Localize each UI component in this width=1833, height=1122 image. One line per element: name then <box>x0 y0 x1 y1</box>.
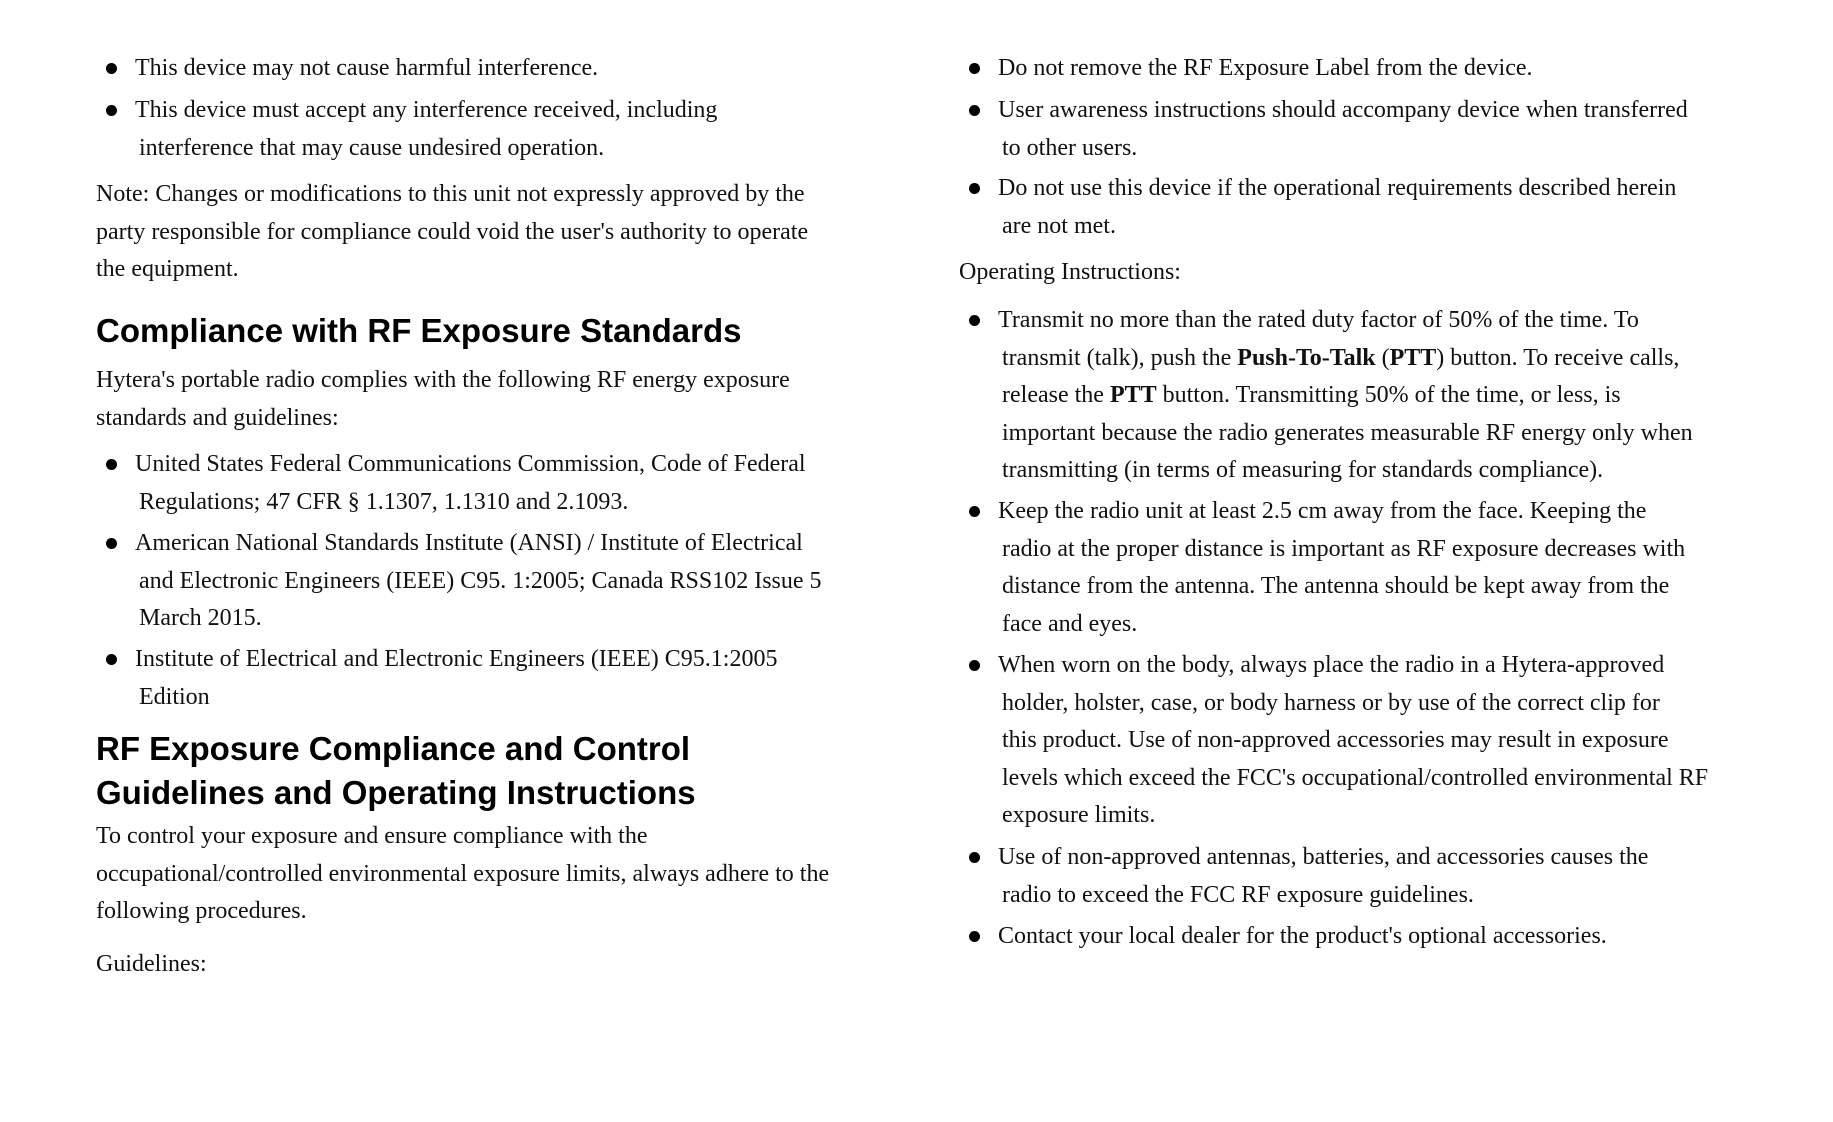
text-line <box>959 50 1533 88</box>
paragraph <box>96 946 207 984</box>
bullet-icon <box>969 931 980 942</box>
text-segment: radio to exceed the FCC RF exposure guidelines. <box>1002 881 1474 908</box>
text-line <box>959 918 1607 956</box>
text-segment: March 2015. <box>139 605 262 632</box>
text-segment: Do not use this device if the operational requirements described herein <box>998 175 1677 201</box>
text-segment: exposure limits. <box>1002 802 1156 829</box>
bullet-item <box>96 50 598 88</box>
text-line <box>959 568 1685 606</box>
text-segment: Edition <box>139 683 210 710</box>
text-segment: Guidelines and Operating Instructions <box>96 773 696 811</box>
text-line <box>959 877 1648 915</box>
bullet-icon <box>969 506 980 517</box>
section-heading <box>96 727 696 814</box>
text-line <box>959 722 1708 760</box>
text-segment: Transmit no more than the rated duty factor of 50% of the time. To <box>998 307 1639 333</box>
text-line <box>96 771 696 815</box>
text-segment: release the <box>1002 382 1110 409</box>
text-segment: interference that may cause undesired operation. <box>139 134 605 161</box>
text-segment: To control your exposure and ensure compliance with the <box>96 823 648 849</box>
text-segment: Institute of Electrical and Electronic Engineers (IEEE) C95.1:2005 <box>135 646 778 672</box>
bullet-icon <box>106 459 117 470</box>
text-line <box>96 50 598 88</box>
text-segment: occupational/controlled environmental exposure limits, always adhere to the <box>96 860 830 887</box>
bullet-item <box>959 918 1607 956</box>
text-line <box>959 647 1708 685</box>
text-line <box>959 531 1685 569</box>
text-segment: transmitting (in terms of measuring for standards compliance). <box>1002 457 1604 484</box>
text-line <box>96 641 777 679</box>
bullet-item <box>96 641 777 716</box>
text-line <box>96 946 207 984</box>
text-line <box>96 400 790 438</box>
paragraph <box>96 818 829 931</box>
text-segment: Use of non-approved antennas, batteries, and accessories causes the <box>998 844 1649 870</box>
text-line <box>96 362 790 400</box>
text-line <box>96 214 808 252</box>
text-segment: Operating Instructions: <box>959 259 1181 285</box>
bullet-icon <box>969 63 980 74</box>
text-line <box>96 130 717 168</box>
text-segment: button. Transmitting 50% of the time, or less, is <box>1156 382 1621 409</box>
text-segment: party responsible for compliance could void the user's authority to operate <box>96 218 809 245</box>
bullet-item <box>959 839 1648 914</box>
text-segment: important because the radio generates measurable RF energy only when <box>1002 419 1693 446</box>
text-line <box>96 176 808 214</box>
section-heading <box>96 309 741 353</box>
text-segment: Regulations; 47 CFR § 1.1307, 1.1310 and 2.1093. <box>139 488 629 515</box>
bullet-icon <box>106 105 117 116</box>
text-line <box>959 208 1676 246</box>
text-segment: United States Federal Communications Commission, Code of Federal <box>135 451 806 477</box>
text-segment: Hytera's portable radio complies with the following RF energy exposure <box>96 367 790 393</box>
text-segment: this product. Use of non-approved accessories may result in exposure <box>1002 727 1669 754</box>
text-line <box>959 302 1693 340</box>
text-line <box>959 797 1708 835</box>
text-segment: Keep the radio unit at least 2.5 cm away from the face. Keeping the <box>998 498 1647 524</box>
paragraph <box>96 362 790 437</box>
text-line <box>96 818 829 856</box>
text-segment: Note: Changes or modifications to this unit not expressly approved by the <box>96 181 805 207</box>
text-line <box>96 679 777 717</box>
text-segment: are not met. <box>1002 212 1116 239</box>
text-segment: Guidelines: <box>96 951 207 977</box>
text-line <box>959 170 1676 208</box>
text-line <box>96 309 741 353</box>
text-line <box>96 446 806 484</box>
bullet-icon <box>969 852 980 863</box>
bullet-item <box>96 525 822 638</box>
text-line <box>96 727 696 771</box>
bullet-icon <box>969 183 980 194</box>
text-segment: ( <box>1375 344 1390 371</box>
bullet-icon <box>106 63 117 74</box>
text-segment: When worn on the body, always place the radio in a Hytera-approved <box>998 652 1665 678</box>
text-segment: face and eyes. <box>1002 610 1138 637</box>
text-segment: This device must accept any interference received, including <box>135 97 718 123</box>
text-line <box>96 251 808 289</box>
bullet-icon <box>106 654 117 665</box>
bullet-item <box>959 302 1693 490</box>
bullet-item <box>959 50 1533 88</box>
bullet-item <box>959 647 1708 835</box>
text-line <box>96 893 829 931</box>
text-segment: American National Standards Institute (ANSI) / Institute of Electrical <box>135 530 803 556</box>
text-line <box>96 600 822 638</box>
text-line <box>959 606 1685 644</box>
text-segment: and Electronic Engineers (IEEE) C95. 1:2005; Canada RSS102 Issue 5 <box>139 567 822 594</box>
paragraph <box>96 176 808 289</box>
bullet-icon <box>106 538 117 549</box>
text-line <box>959 415 1693 453</box>
text-line <box>96 484 806 522</box>
text-segment: Compliance with RF Exposure Standards <box>96 312 742 349</box>
text-segment: standards and guidelines: <box>96 404 339 431</box>
bullet-icon <box>969 660 980 671</box>
text-line <box>959 493 1685 531</box>
paragraph <box>959 254 1181 292</box>
text-segment: RF Exposure Compliance and Control <box>96 730 691 767</box>
text-line <box>959 340 1693 378</box>
text-line <box>959 839 1648 877</box>
text-segment: This device may not cause harmful interference. <box>135 55 599 81</box>
bullet-icon <box>969 315 980 326</box>
text-segment: User awareness instructions should accompany device when transferred <box>998 97 1688 123</box>
text-line <box>96 92 717 130</box>
bold-term: PTT <box>1389 344 1437 371</box>
text-line <box>959 760 1708 798</box>
text-line <box>959 254 1181 292</box>
text-line <box>96 525 822 563</box>
text-segment: transmit (talk), push the <box>1002 344 1238 371</box>
text-segment: holder, holster, case, or body harness or by use of the correct clip for <box>1002 689 1660 716</box>
bullet-item <box>96 92 717 167</box>
bold-term: PTT <box>1109 382 1157 409</box>
text-segment: Contact your local dealer for the product's optional accessories. <box>998 923 1607 949</box>
bullet-item <box>96 446 806 521</box>
text-segment: the equipment. <box>96 256 239 283</box>
bullet-icon <box>969 105 980 116</box>
bullet-item <box>959 493 1685 643</box>
text-line <box>959 685 1708 723</box>
text-segment: to other users. <box>1002 134 1138 161</box>
text-segment: following procedures. <box>96 898 307 925</box>
bullet-item <box>959 170 1676 245</box>
text-segment: ) button. To receive calls, <box>1436 344 1680 371</box>
text-segment: Do not remove the RF Exposure Label from the device. <box>998 55 1533 81</box>
text-line <box>959 130 1688 168</box>
text-segment: radio at the proper distance is important as RF exposure decreases with <box>1002 535 1686 562</box>
text-line <box>96 563 822 601</box>
text-line <box>959 92 1688 130</box>
bullet-item <box>959 92 1688 167</box>
text-segment: levels which exceed the FCC's occupational/controlled environmental RF <box>1002 764 1709 791</box>
text-line <box>959 452 1693 490</box>
text-line <box>96 856 829 894</box>
bold-term: Push-To-Talk <box>1237 344 1376 371</box>
text-segment: distance from the antenna. The antenna should be kept away from the <box>1002 573 1670 600</box>
text-line <box>959 377 1693 415</box>
